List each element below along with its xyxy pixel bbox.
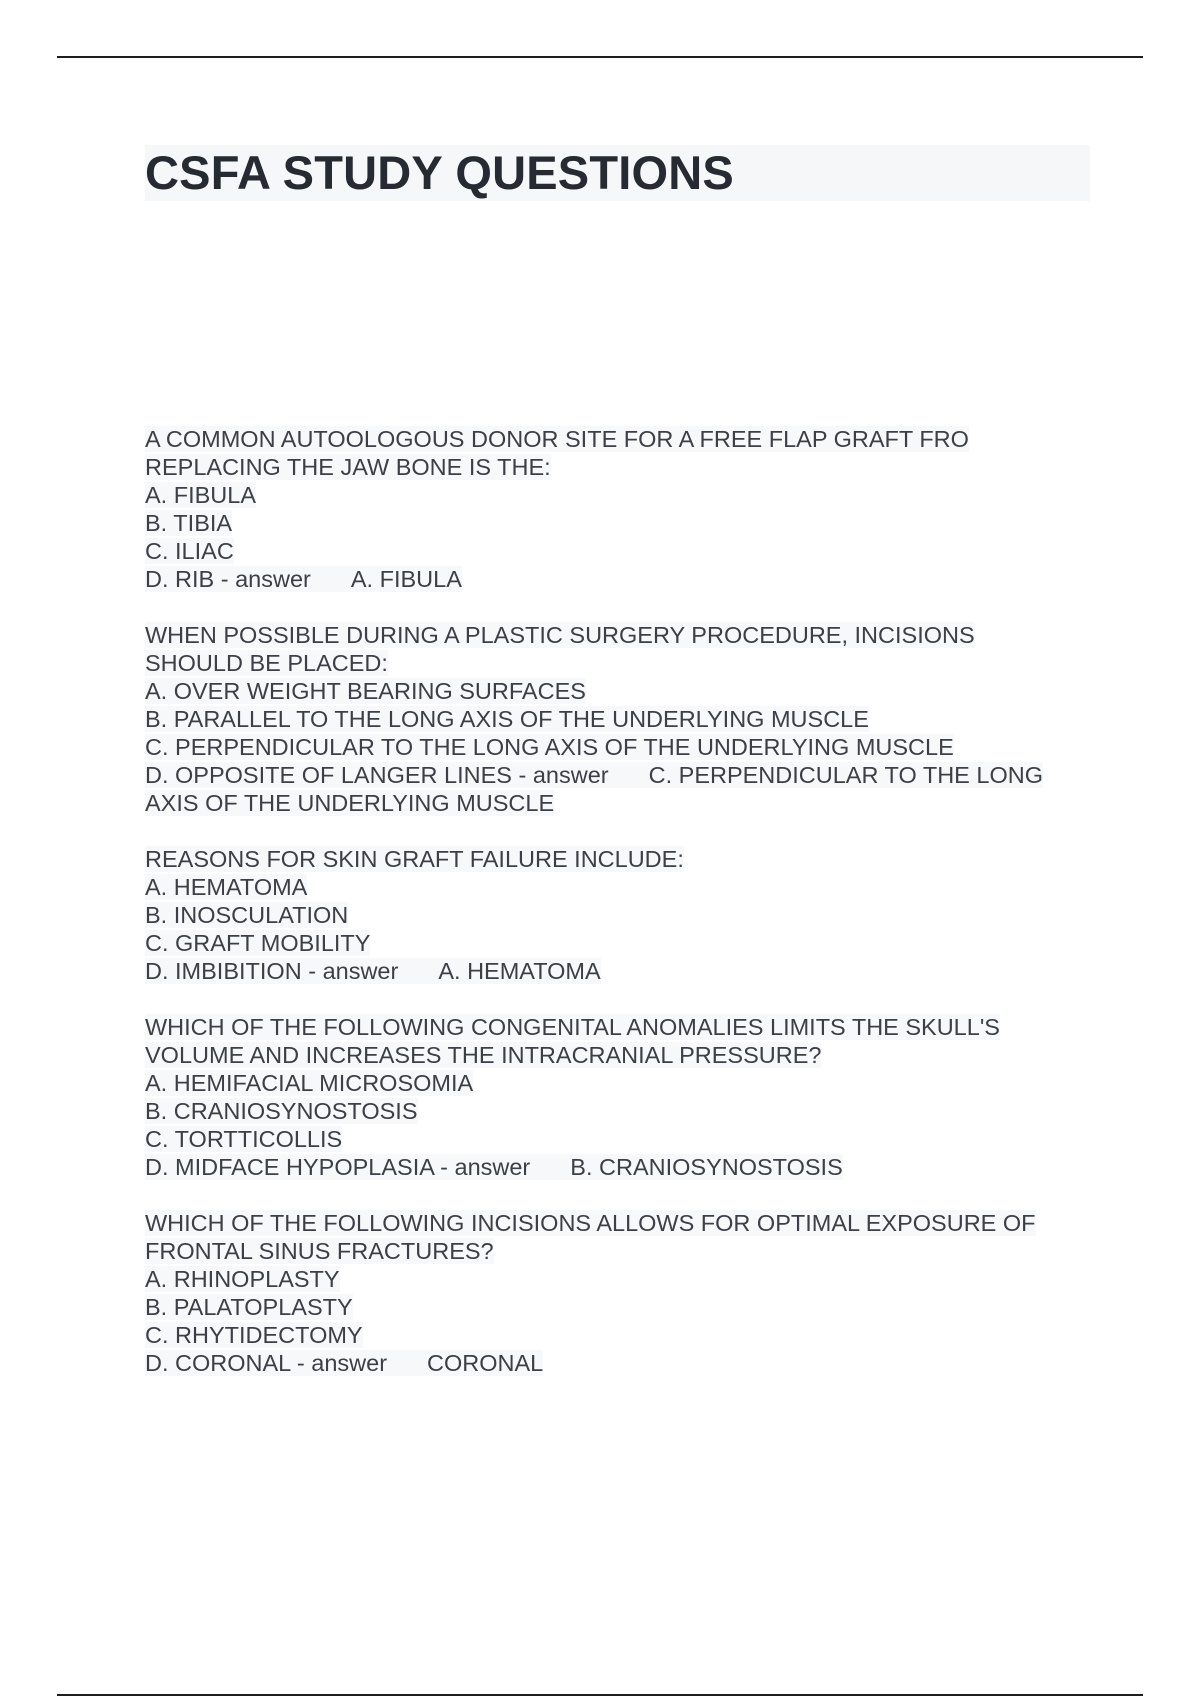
answer-option	[145, 537, 1105, 565]
answer-option-text: C. TORTTICOLLIS	[145, 1126, 343, 1152]
answer-option-text: C. PERPENDICULAR TO THE LONG AXIS OF THE UNDERLYING MUSCLE	[145, 734, 954, 760]
question-stem-text: FRONTAL SINUS FRACTURES?	[145, 1238, 494, 1264]
answer-option-text: B. INOSCULATION	[145, 902, 349, 928]
question-stem-line	[145, 649, 1105, 677]
question-stem-text: VOLUME AND INCREASES THE INTRACRANIAL PRESSURE?	[145, 1042, 822, 1068]
question-block	[145, 1209, 1105, 1377]
answer-option-with-key-text	[145, 762, 1043, 788]
answer-option	[145, 481, 1105, 509]
question-list	[145, 425, 1105, 1405]
answer-option-with-key	[145, 957, 1105, 985]
correct-answer-continuation	[145, 789, 1105, 817]
correct-answer-continuation-text: AXIS OF THE UNDERLYING MUSCLE	[145, 790, 555, 816]
question-stem-text: A COMMON AUTOOLOGOUS DONOR SITE FOR A FREE FLAP GRAFT FRO	[145, 426, 969, 452]
answer-option	[145, 733, 1105, 761]
answer-option-with-key-text	[145, 566, 462, 592]
question-stem-line	[145, 621, 1105, 649]
answer-option-text: A. RHINOPLASTY	[145, 1266, 340, 1292]
answer-option-with-key-text	[145, 958, 601, 984]
answer-option	[145, 901, 1105, 929]
question-stem-text: SHOULD BE PLACED:	[145, 650, 388, 676]
answer-marker: - answer	[296, 1350, 388, 1376]
correct-answer: A. HEMATOMA	[438, 958, 601, 984]
answer-option-text: A. HEMIFACIAL MICROSOMIA	[145, 1070, 474, 1096]
answer-option-text: C. ILIAC	[145, 538, 234, 564]
top-rule	[57, 56, 1143, 58]
answer-marker: - answer	[220, 566, 311, 592]
question-stem-line	[145, 1041, 1105, 1069]
answer-option-text: A. OVER WEIGHT BEARING SURFACES	[145, 678, 586, 704]
last-option-text: D. MIDFACE HYPOPLASIA	[145, 1154, 434, 1180]
answer-option	[145, 677, 1105, 705]
answer-option-text: B. PALATOPLASTY	[145, 1294, 353, 1320]
question-stem-text: REASONS FOR SKIN GRAFT FAILURE INCLUDE:	[145, 846, 684, 872]
answer-option-text: C. RHYTIDECTOMY	[145, 1322, 363, 1348]
answer-option-with-key	[145, 761, 1105, 789]
answer-option-text: B. TIBIA	[145, 510, 233, 536]
answer-marker: - answer	[440, 1154, 531, 1180]
question-stem-line	[145, 1013, 1105, 1041]
answer-option-with-key	[145, 1349, 1105, 1377]
answer-option-text: B. CRANIOSYNOSTOSIS	[145, 1098, 418, 1124]
answer-option	[145, 873, 1105, 901]
last-option-text: D. OPPOSITE OF LANGER LINES	[145, 762, 512, 788]
answer-option	[145, 929, 1105, 957]
question-stem-line	[145, 1237, 1105, 1265]
answer-marker: - answer	[308, 958, 399, 984]
question-block	[145, 621, 1105, 817]
answer-option	[145, 509, 1105, 537]
answer-option-with-key	[145, 565, 1105, 593]
correct-answer: CORONAL	[427, 1350, 544, 1376]
correct-answer: B. CRANIOSYNOSTOSIS	[570, 1154, 843, 1180]
last-option-text: D. CORONAL	[145, 1350, 291, 1376]
bottom-rule	[57, 1694, 1143, 1696]
answer-option-text: C. GRAFT MOBILITY	[145, 930, 371, 956]
answer-option	[145, 705, 1105, 733]
answer-marker: - answer	[518, 762, 609, 788]
answer-option-with-key-text	[145, 1350, 543, 1376]
answer-option-with-key	[145, 1153, 1105, 1181]
question-stem-line	[145, 845, 1105, 873]
answer-option	[145, 1097, 1105, 1125]
question-block	[145, 1013, 1105, 1181]
question-block	[145, 845, 1105, 985]
answer-option	[145, 1265, 1105, 1293]
answer-option-with-key-text	[145, 1154, 843, 1180]
question-stem-text: WHICH OF THE FOLLOWING CONGENITAL ANOMALIES LIMITS THE SKULL'S	[145, 1014, 1000, 1040]
question-stem-text: WHICH OF THE FOLLOWING INCISIONS ALLOWS FOR OPTIMAL EXPOSURE OF	[145, 1210, 1036, 1236]
question-stem-line	[145, 453, 1105, 481]
answer-option-text: B. PARALLEL TO THE LONG AXIS OF THE UNDERLYING MUSCLE	[145, 706, 869, 732]
question-stem-text: REPLACING THE JAW BONE IS THE:	[145, 454, 551, 480]
question-stem-text: WHEN POSSIBLE DURING A PLASTIC SURGERY PROCEDURE, INCISIONS	[145, 622, 975, 648]
answer-option	[145, 1125, 1105, 1153]
last-option-text: D. RIB	[145, 566, 215, 592]
question-stem-line	[145, 1209, 1105, 1237]
correct-answer: C. PERPENDICULAR TO THE LONG	[648, 762, 1043, 788]
question-stem-line	[145, 425, 1105, 453]
answer-option-text: A. HEMATOMA	[145, 874, 308, 900]
correct-answer: A. FIBULA	[350, 566, 462, 592]
answer-option	[145, 1293, 1105, 1321]
answer-option	[145, 1069, 1105, 1097]
answer-option-text: A. FIBULA	[145, 482, 257, 508]
page-title: CSFA STUDY QUESTIONS	[145, 146, 734, 199]
last-option-text: D. IMBIBITION	[145, 958, 302, 984]
answer-option	[145, 1321, 1105, 1349]
question-block	[145, 425, 1105, 593]
